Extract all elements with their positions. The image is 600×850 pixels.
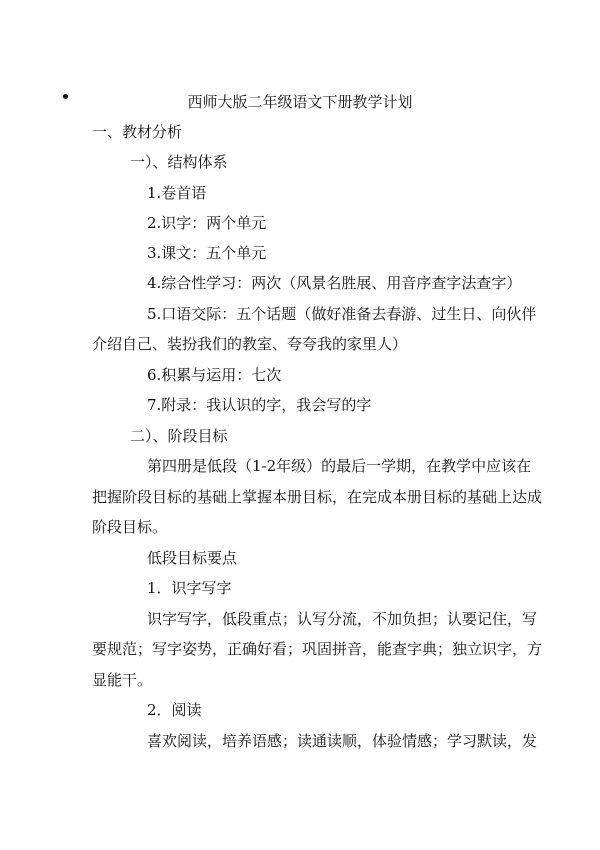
paragraph-line: 介绍自己、装扮我们的教室、夸夸我的家里人） <box>92 335 408 353</box>
paragraph-line: 把握阶段目标的基础上掌握本册目标，在完成本册目标的基础上达成 <box>92 488 543 506</box>
paragraph-line: 识字写字，低段重点；认写分流，不加负担；认要记住，写 <box>147 610 538 628</box>
paragraph-line: 一、教材分析 <box>92 123 183 141</box>
paragraph-line: 2.识字：两个单元 <box>147 214 267 232</box>
paragraph-line: 1．识字写字 <box>147 579 232 597</box>
paragraph-line: 4.综合性学习：两次（风景名胜展、用音序查字法查字） <box>147 274 522 292</box>
paragraph-line: 一）、结构体系 <box>130 153 228 171</box>
paragraph-line: 显能干。 <box>92 671 153 689</box>
paragraph-line: 5.口语交际：五个话题（做好准备去春游、过生日、向伙伴 <box>147 305 537 323</box>
paragraph-line: 第四册是低段（1-2年级）的最后一学期，在教学中应该在 <box>147 457 532 475</box>
paragraph-line: 阶段目标。 <box>92 518 168 536</box>
paragraph-line: 低段目标要点 <box>147 549 238 567</box>
paragraph-line: 6.积累与运用：七次 <box>147 366 282 384</box>
paragraph-line: 要规范；写字姿势，正确好看；巩固拼音，能查字典；独立识字，方 <box>92 640 543 658</box>
paragraph-line: 7.附录：我认识的字，我会写的字 <box>147 396 372 414</box>
paragraph-line: 3.课文：五个单元 <box>147 244 267 262</box>
document-title: 西师大版二年级语文下册教学计划 <box>187 93 413 111</box>
paragraph-line: 2．阅读 <box>147 701 202 719</box>
paragraph-line: 喜欢阅读，培养语感；读通读顺，体验情感；学习默读，发 <box>147 732 538 750</box>
paragraph-line: 二）、阶段目标 <box>130 427 228 445</box>
paragraph-line: 1.卷首语 <box>147 184 207 202</box>
